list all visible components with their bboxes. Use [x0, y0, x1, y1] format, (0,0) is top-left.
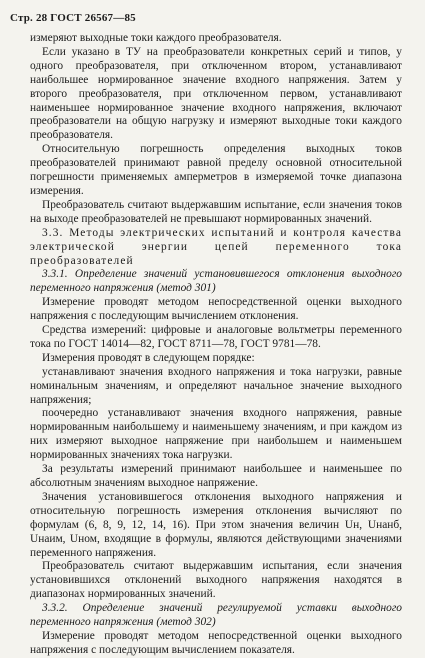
subsection-heading	[30, 268, 402, 296]
paragraph: Измерение проводят методом непосредственной оценки выходного напряжения с последующим вычислением показателя.	[30, 629, 402, 656]
list-item: поочередно устанавливают значения входного напряжения, равные нормированным наибольшему и наименьшему значениям, и при каждом из них измеряют выходное напряжение при наибольшем и наименьшем нормированных значениях тока нагрузки.	[30, 407, 402, 462]
page-header: Стр. 28 ГОСТ 26567—85	[10, 12, 136, 24]
list-item: устанавливают значения входного напряжения и тока нагрузки, равные номинальным значениям, и определяют начальное значение выходного напряжения;	[30, 365, 402, 406]
subsection-title: 3.3.1. Определение значений установившегося отклонения выходного переменного напряжения (метод 301)	[30, 268, 402, 295]
paragraph: Средства измерений: цифровые и аналоговые вольтметры переменного тока по ГОСТ 14014—82, ГОСТ 8711—78, ГОСТ 9781—78.	[30, 324, 402, 350]
subsection-heading	[30, 602, 402, 630]
paragraph: Измерение проводят методом непосредственной оценки выходного напряжения с последующим вычислением отклонения.	[30, 296, 402, 323]
paragraph: Если указано в ТУ на преобразователи конкретных серий и типов, у одного преобразователя, при отключенном втором, устанавливают наибольшее нормированное значение входного напряжения. Затем у второго преобразователя, при отключенном первом, устанавливают наименьшее нормированное значение входного напряжения, включают преобразователи на общую нагрузку и измеряют выходные токи каждого преобразователя.	[30, 45, 402, 142]
paragraph: измеряют выходные токи каждого преобразователя.	[30, 32, 282, 44]
document-body	[30, 32, 402, 658]
paragraph: Преобразователь считают выдержавшим испытание, если значения токов на выходе преобразователей не превышают нормированных значений.	[30, 198, 402, 225]
paragraph: Преобразователь считают выдержавшим испытания, если значения установившихся отклонений выходного напряжения находятся в диапазонах нормированных значений.	[30, 560, 402, 601]
paragraph: Значения установившегося отклонения выходного напряжения и относительную погрешность измерения отклонения вычисляют по формулам (6, 8, 9, 12, 14, 16). При этом значения величин Uн, Uнанб, Uнаим, Uном, входящие в формулы, являются действующими значениями переменного напряжения.	[30, 490, 402, 559]
subsection-title: 3.3.2. Определение значений регулируемой уставки выходного переменного напряжения (метод 302)	[30, 602, 402, 629]
paragraph: Измерения проводят в следующем порядке:	[42, 351, 255, 364]
section-heading: 3.3. Методы электрических испытаний и контроля качества электрической энергии цепей переменного тока преобразователей	[30, 226, 402, 267]
paragraph: За результаты измерений принимают наибольшее и наименьшее по абсолютным значениям выходное напряжение.	[30, 463, 402, 489]
paragraph: Относительную погрешность определения выходных токов преобразователей принимают равной пределу основной относительной погрешности применяемых амперметров в измеряемой точке диапазона измерения.	[30, 143, 402, 197]
